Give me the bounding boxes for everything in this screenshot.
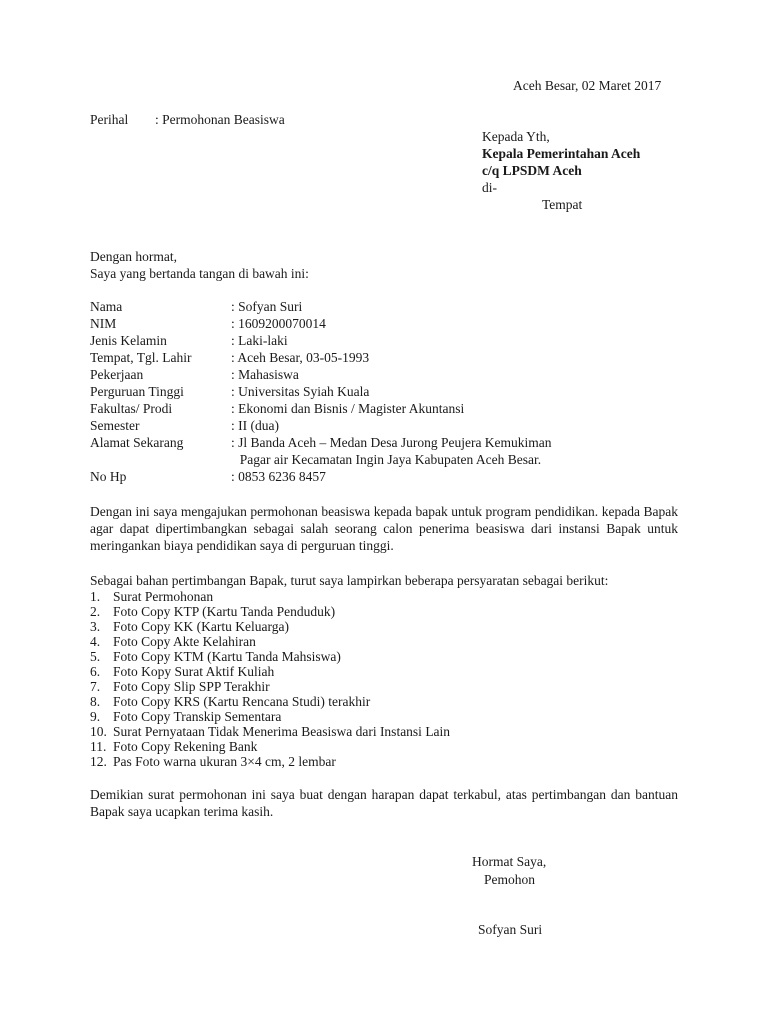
list-item: 10. Surat Pernyataan Tidak Menerima Beasiswa dari Instansi Lain: [90, 724, 451, 739]
field-value: : 0853 6236 8457: [231, 469, 326, 484]
field-label: Jenis Kelamin: [90, 333, 167, 348]
field-label: Alamat Sekarang: [90, 435, 184, 450]
closing-regards: Hormat Saya,: [472, 854, 547, 869]
signer-name: Sofyan Suri: [478, 922, 543, 937]
letter-date: Aceh Besar, 02 Maret 2017: [513, 78, 662, 93]
greeting: Dengan hormat,: [90, 249, 177, 264]
list-item: 11. Foto Copy Rekening Bank: [90, 739, 258, 754]
field-label: Perguruan Tinggi: [90, 384, 184, 399]
subject-value: : Permohonan Beasiswa: [155, 112, 285, 127]
list-item: 7. Foto Copy Slip SPP Terakhir: [90, 679, 270, 694]
field-label: Fakultas/ Prodi: [90, 401, 173, 416]
body-paragraph-attachments: Sebagai bahan pertimbangan Bapak, turut saya lampirkan beberapa persyaratan sebagai berikut:: [90, 573, 609, 588]
recipient-place: Tempat: [542, 197, 583, 212]
field-value: : Sofyan Suri: [231, 299, 303, 314]
body-paragraph-request: Dengan ini saya mengajukan permohonan beasiswa kepada bapak untuk program pendidikan. kepada Bapak agar dapat dipertimbangkan sebagai salah seorang calon penerima beasiswa dari instansi Bapak untuk meringankan biaya pendidikan saya di perguruan tinggi.: [90, 504, 678, 553]
field-label: No Hp: [90, 469, 127, 484]
subject-label: Perihal: [90, 112, 129, 127]
list-item: 1. Surat Permohonan: [90, 589, 214, 604]
field-value: : II (dua): [231, 418, 279, 433]
recipient-name: Kepala Pemerintahan Aceh: [482, 146, 641, 161]
recipient-di: di-: [482, 180, 497, 195]
field-label: Tempat, Tgl. Lahir: [90, 350, 192, 365]
field-value: : Laki-laki: [231, 333, 288, 348]
closing-paragraph: Demikian surat permohonan ini saya buat dengan harapan dapat terkabul, atas pertimbangan dan bantuan Bapak saya ucapkan terima kasih.: [90, 787, 678, 819]
recipient-cq: c/q LPSDM Aceh: [482, 163, 582, 178]
field-label: NIM: [90, 316, 117, 331]
field-label: Semester: [90, 418, 140, 433]
field-label: Nama: [90, 299, 123, 314]
list-item: 5. Foto Copy KTM (Kartu Tanda Mahsiswa): [90, 649, 341, 664]
list-item: 2. Foto Copy KTP (Kartu Tanda Penduduk): [90, 604, 336, 619]
list-item: 12. Pas Foto warna ukuran 3×4 cm, 2 lembar: [90, 754, 336, 769]
field-value: : Jl Banda Aceh – Medan Desa Jurong Peujera Kemukiman: [231, 435, 552, 450]
list-item: 6. Foto Kopy Surat Aktif Kuliah: [90, 664, 275, 679]
list-item: 9. Foto Copy Transkip Sementara: [90, 709, 282, 724]
list-item: 3. Foto Copy KK (Kartu Keluarga): [90, 619, 289, 634]
intro-line: Saya yang bertanda tangan di bawah ini:: [90, 266, 309, 281]
list-item: 8. Foto Copy KRS (Kartu Rencana Studi) terakhir: [90, 694, 371, 709]
field-value: : Mahasiswa: [231, 367, 299, 382]
field-value: : 1609200070014: [231, 316, 326, 331]
field-value: Pagar air Kecamatan Ingin Jaya Kabupaten Aceh Besar.: [233, 452, 542, 467]
field-value: : Ekonomi dan Bisnis / Magister Akuntansi: [231, 401, 465, 416]
field-label: Pekerjaan: [90, 367, 144, 382]
list-item: 4. Foto Copy Akte Kelahiran: [90, 634, 256, 649]
field-value: : Aceh Besar, 03-05-1993: [231, 350, 370, 365]
closing-role: Pemohon: [484, 872, 536, 887]
recipient-salutation: Kepada Yth,: [482, 129, 550, 144]
field-value: : Universitas Syiah Kuala: [231, 384, 370, 399]
